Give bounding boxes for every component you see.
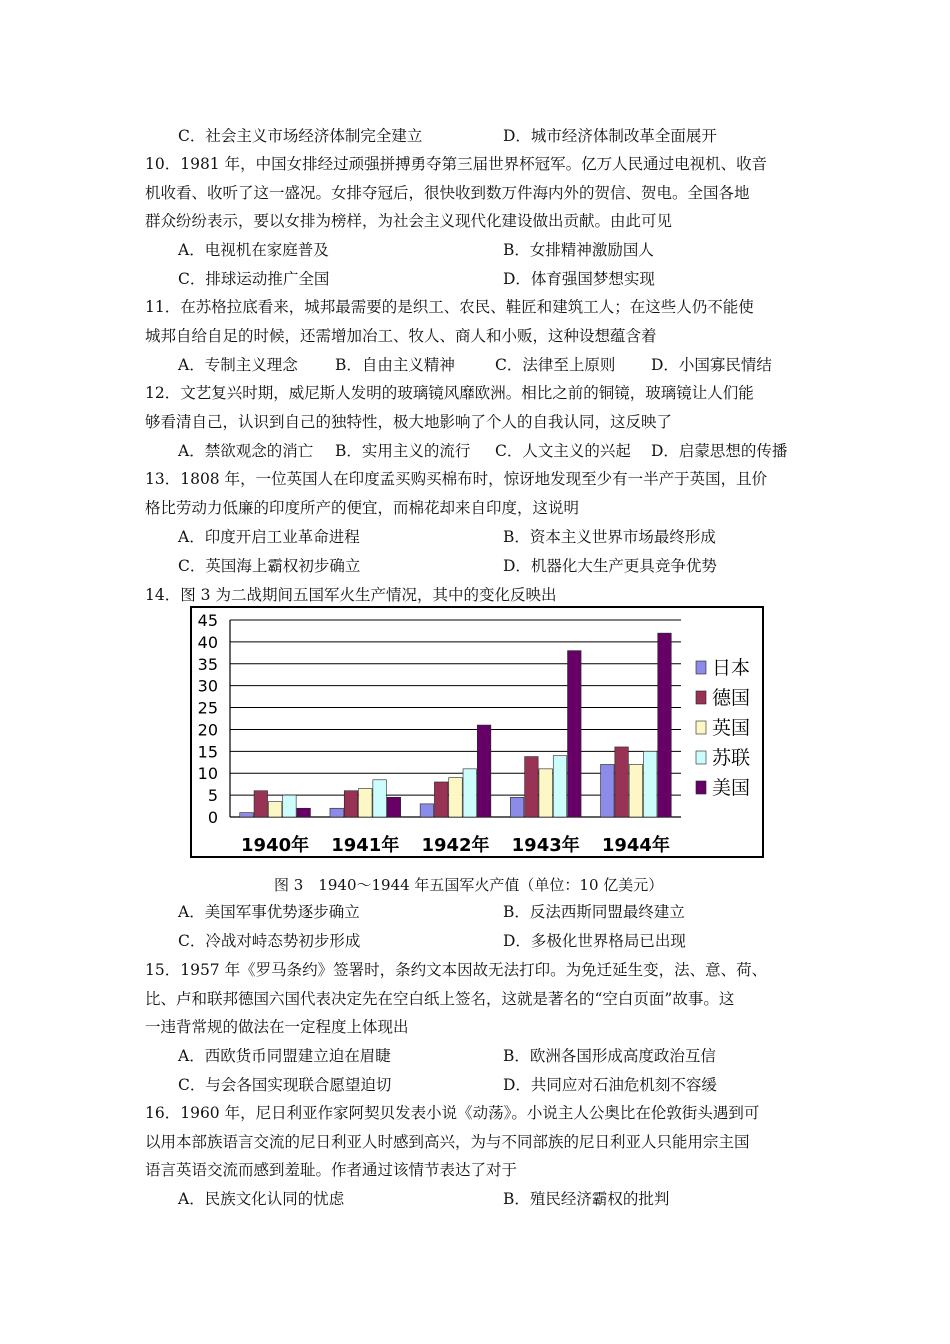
- y-tick-label: 5: [207, 786, 218, 806]
- q15-stem-line: 一违背常规的做法在一定程度上体现出: [145, 1018, 409, 1036]
- bar: [449, 778, 463, 817]
- bar: [420, 804, 434, 817]
- q15-stem-line: 15．1957 年《罗马条约》签署时，条约文本因故无法打印。为免迁延生变，法、意、荷、: [145, 961, 768, 979]
- legend-swatch: [696, 661, 706, 674]
- bar: [240, 813, 254, 817]
- bar: [568, 651, 582, 817]
- q14-option-a: A．美国军事优势逐步确立: [178, 903, 360, 921]
- bar: [434, 782, 448, 817]
- q12-option-b: B．实用主义的流行: [335, 442, 471, 460]
- q11-stem-line: 11．在苏格拉底看来，城邦最需要的是织工、农民、鞋匠和建筑工人；在这些人仍不能使: [145, 298, 754, 316]
- bar: [510, 797, 523, 817]
- q10-option-b: B．女排精神激励国人: [503, 241, 654, 259]
- q12-stem-line: 够看清自己，认识到自己的独特性，极大地影响了个人的自我认同，这反映了: [145, 413, 673, 431]
- q9-option-c: C．社会主义市场经济体制完全建立: [178, 127, 423, 145]
- y-tick-label: 20: [197, 720, 218, 740]
- q11-option-b: B．自由主义精神: [335, 356, 455, 374]
- bar: [539, 769, 553, 817]
- y-tick-label: 40: [197, 632, 218, 652]
- bar: [344, 791, 358, 817]
- y-tick-label: 25: [197, 698, 218, 718]
- q15-option-b: B．欧洲各国形成高度政治互信: [503, 1047, 716, 1065]
- x-tick-label: 1943年: [511, 835, 580, 856]
- q12-stem-line: 12．文艺复兴时期，威尼斯人发明的玻璃镜风靡欧洲。相比之前的铜镜，玻璃镜让人们能: [145, 384, 754, 402]
- q11-stem-line: 城邦自给自足的时候，还需增加冶工、牧人、商人和小贩，这种设想蕴含着: [145, 327, 657, 345]
- y-tick-label: 35: [197, 654, 218, 674]
- bar: [601, 764, 615, 817]
- bar: [373, 780, 387, 817]
- bar: [643, 751, 657, 817]
- bar: [254, 791, 267, 817]
- q16-option-a: A．民族文化认同的忧虑: [178, 1190, 345, 1208]
- bar: [359, 789, 373, 817]
- q13-option-b: B．资本主义世界市场最终形成: [503, 528, 716, 546]
- q16-option-b: B．殖民经济霸权的批判: [503, 1190, 670, 1208]
- q13-option-d: D．机器化大生产更具竞争优势: [503, 557, 717, 575]
- y-tick-label: 30: [197, 676, 218, 696]
- q10-stem-line: 机收看、收听了这一盛况。女排夺冠后，很快收到数万件海内外的贺信、贺电。全国各地: [145, 184, 750, 202]
- q13-option-c: C．英国海上霸权初步确立: [178, 557, 361, 575]
- x-tick-label: 1940年: [241, 835, 310, 856]
- legend-label: 英国: [712, 717, 751, 739]
- q15-stem-line: 比、卢和联邦德国六国代表决定先在空白纸上签名，这就是著名的“空白页面”故事。这: [145, 990, 735, 1008]
- q11-option-d: D．小国寡民情结: [651, 356, 772, 374]
- x-tick-label: 1941年: [331, 835, 400, 856]
- x-tick-label: 1944年: [601, 835, 670, 856]
- legend-label: 美国: [712, 777, 751, 799]
- y-tick-label: 45: [197, 611, 218, 630]
- q14-option-d: D．多极化世界格局已出现: [503, 932, 686, 950]
- y-tick-label: 0: [207, 808, 218, 827]
- bar: [268, 802, 282, 817]
- bar: [283, 795, 297, 817]
- legend-swatch: [696, 781, 706, 794]
- q14-option-b: B．反法西斯同盟最终建立: [503, 903, 685, 921]
- bar: [477, 725, 491, 817]
- q10-option-a: A．电视机在家庭普及: [178, 241, 329, 259]
- q10-option-c: C．排球运动推广全国: [178, 270, 330, 288]
- q15-option-d: D．共同应对石油危机刻不容缓: [503, 1076, 717, 1094]
- q11-option-c: C．法律至上原则: [495, 356, 616, 374]
- q12-option-d: D．启蒙思想的传播: [651, 442, 788, 460]
- y-tick-label: 15: [197, 742, 218, 762]
- legend-label: 日本: [712, 657, 751, 679]
- figure-caption: 图 3 1940～1944 年五国军火产值（单位：10 亿美元）: [274, 876, 664, 894]
- bar: [615, 747, 629, 817]
- bar: [553, 756, 567, 817]
- bar: [387, 797, 401, 817]
- q14-stem: 14．图 3 为二战期间五国军火生产情况，其中的变化反映出: [145, 586, 557, 604]
- q12-option-a: A．禁欲观念的消亡: [178, 442, 314, 460]
- q10-option-d: D．体育强国梦想实现: [503, 270, 655, 288]
- bar: [463, 769, 477, 817]
- legend-label: 苏联: [712, 747, 751, 769]
- legend-label: 德国: [712, 687, 751, 709]
- bar: [525, 757, 539, 817]
- y-tick-label: 10: [197, 764, 218, 784]
- bar: [658, 633, 672, 817]
- x-tick-label: 1942年: [421, 835, 490, 856]
- chart-frame: [191, 607, 763, 857]
- bar: [330, 808, 344, 817]
- bar: [629, 764, 643, 817]
- legend-swatch: [696, 691, 706, 704]
- q13-stem-line: 格比劳动力低廉的印度所产的便宜，而棉花却来自印度，这说明: [145, 499, 580, 517]
- q13-stem-line: 13．1808 年，一位英国人在印度孟买购买棉布时，惊讶地发现至少有一半产于英国，且价: [145, 470, 768, 488]
- munitions-bar-chart: [190, 606, 764, 858]
- q10-stem-line: 10．1981 年，中国女排经过顽强拼搏勇夺第三届世界杯冠军。亿万人民通过电视机、收音: [145, 155, 768, 173]
- q15-option-a: A．西欧货币同盟建立迫在眉睫: [178, 1047, 391, 1065]
- q12-option-c: C．人文主义的兴起: [495, 442, 631, 460]
- q16-stem-line: 16．1960 年，尼日利亚作家阿契贝发表小说《动荡》。小说主人公奥比在伦敦街头遇到可: [145, 1104, 760, 1122]
- q14-option-c: C．冷战对峙态势初步形成: [178, 932, 361, 950]
- bar: [297, 808, 311, 817]
- q13-option-a: A．印度开启工业革命进程: [178, 528, 360, 546]
- q11-option-a: A．专制主义理念: [178, 356, 298, 374]
- q16-stem-line: 以用本部族语言交流的尼日利亚人时感到高兴，为与不同部族的尼日利亚人只能用宗主国: [145, 1133, 750, 1151]
- q9-option-d: D．城市经济体制改革全面展开: [503, 127, 717, 145]
- q15-option-c: C．与会各国实现联合愿望迫切: [178, 1076, 392, 1094]
- legend-swatch: [696, 721, 706, 734]
- q16-stem-line: 语言英语交流而感到羞耻。作者通过该情节表达了对于: [145, 1161, 518, 1179]
- q10-stem-line: 群众纷纷表示，要以女排为榜样，为社会主义现代化建设做出贡献。由此可见: [145, 212, 673, 230]
- legend-swatch: [696, 751, 706, 764]
